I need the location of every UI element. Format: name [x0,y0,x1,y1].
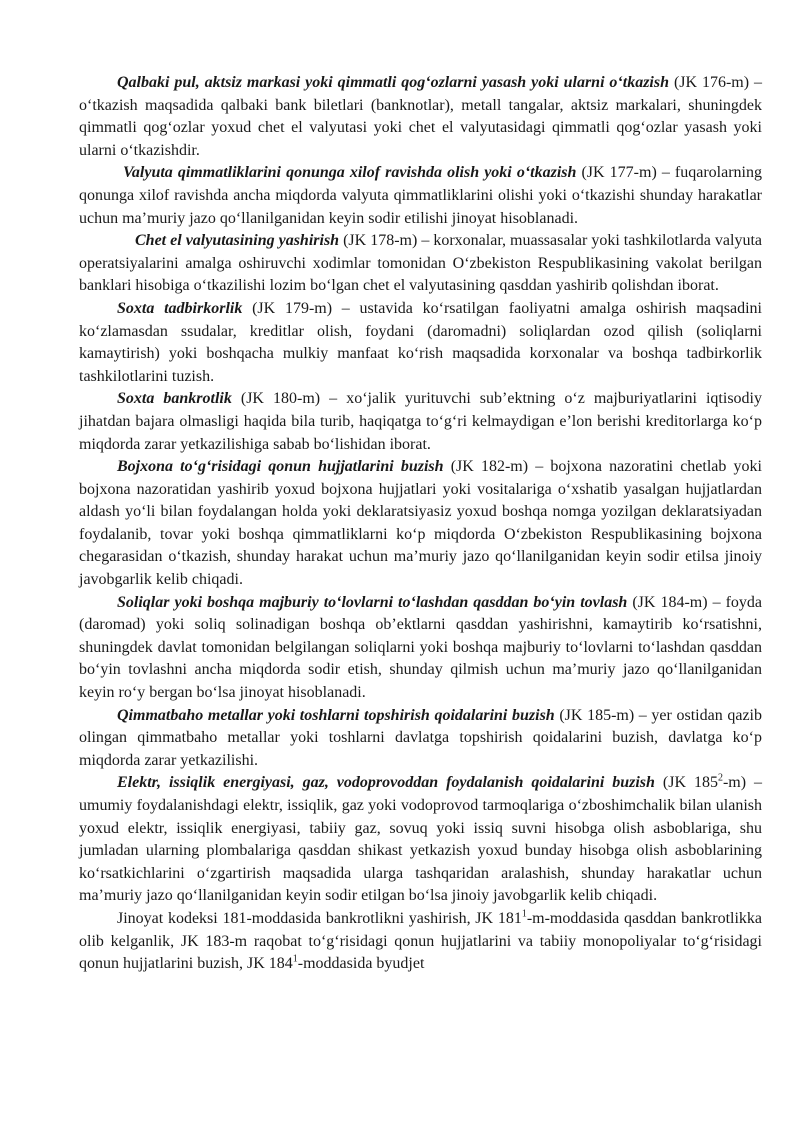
paragraph-text-part1: Jinoyat kodeksi 181-moddasida bankrotlikni yashirish, JK 181 [117,909,522,927]
paragraph-text-part3: -moddasida byudjet [297,955,425,973]
paragraph-text: (JK 182-m) – bojxona nazoratini chetlab yoki bojxona nazoratidan yashirib yoxud bojxona hujjatlari yoki vositalariga o‘xshatib yasalgan hujjatlardan aldash yo‘li bilan foydalangan holda yoki deklaratsiyasiz yoxud boshqa nomga yozilgan deklaratsiyadan foydalanib, tovar yoki boshqa qimmatliklarni ko‘p miqdorda O‘zbekiston Respublikasining bojxona chegarasidan o‘tkazish, shunday harakat uchun ma’muriy jazo qo‘llanilganidan keyin sodir etilsa jinoiy javobgarlik kelib chiqadi. [79,458,763,589]
paragraph-text-pre: (JK 185 [654,774,718,792]
term-heading: Soliqlar yoki boshqa majburiy to‘lovlarni to‘lashdan qasddan bo‘yin tovlash [117,593,628,611]
paragraph-text: (JK 179-m) – ustavida ko‘rsatilgan faoliyatni amalga oshirish maqsadini ko‘zlamasdan ssudalar, kreditlar olish, foydani (daromadni) soliqlardan ozod qilish (soliqlarni kamaytirish) yoki boshqacha mulkiy manfaat ko‘rish maqsadida korxonalar va boshqa tadbirkorlik tashkilotlarini tuzish. [79,299,763,385]
term-heading: Elektr, issiqlik energiyasi, gaz, vodoprovoddan foydalanish qoidalarini buzish [117,774,655,792]
paragraph-text: (JK 176-m) –o‘tkazish maqsadida qalbaki bank biletlari (banknotlar), metall tangalar, aktsiz markalari, shuningdek qimmatli qog‘ozlar yoxud chet el valyutasi yoki chet el valyutasidagi qimmatli qog‘ozlar yasash yoki ularni o‘tkazishdir. [79,74,763,159]
term-heading: Qalbaki pul, aktsiz markasi yoki qimmatli qog‘ozlarni yasash yoki ularni o‘tkazish [117,74,670,91]
paragraph-counterfeiting [79,72,762,162]
paragraph-text: (JK 185-m) – yer ostidan qazib olingan qimmatbaho metallar yoki toshlarni davlatga topshirish qoidalarini buzish, davlatga ko‘p miqdorda zarar yetkazilishi. [79,706,762,769]
term-heading: Bojxona to‘g‘risidagi qonun hujjatlarini buzish [117,458,444,476]
superscript: 2 [717,773,723,785]
term-heading: Soxta bankrotlik [117,390,232,408]
paragraph-utilities [79,772,762,908]
paragraph-criminal-code [79,908,762,976]
term-heading: Chet el valyutasining yashirish [135,232,340,250]
paragraph-text: (JK 178-m) – korxonalar, muassasalar yoki tashkilotlarda valyuta operatsiyalarini amalga oshiruvchi xodimlar tomonidan O‘zbekiston Respublikasining vakolat berilgan banklari hisobiga o‘tkazilishi lozim bo‘lgan chet el valyutasining qasddan yashirib qolishdan iborat. [79,232,762,295]
paragraph-text: (JK 177-m) – fuqarolarning qonunga xilof ravishda ancha miqdorda valyuta qimmatliklarini olishi yoki o‘tkazishi shunday harakatlar uchun ma’muriy jazo qo‘llanilganidan keyin sodir etilishi jinoyat hisoblanadi. [79,164,762,227]
paragraph-fake-entrepreneurship [79,298,762,388]
paragraph-text: (JK 180-m) – xo‘jalik yurituvchi sub’ektning o‘z majburiyatlarini iqtisodiy jihatdan bajara olmasligi haqida bila turib, haqiqatga to‘g‘ri kelmaydigan e’lon berishi kreditorlarga ko‘p miqdorda zarar yetkazilishiga sabab bo‘lishidan iborat. [79,390,762,453]
superscript: 1 [521,908,527,920]
term-heading: Valyuta qimmatliklarini qonunga xilof ravishda olish yoki o‘tkazish [123,164,577,182]
term-heading: Qimmatbaho metallar yoki toshlarni topshirish qoidalarini buzish [117,706,555,724]
paragraph-text-part2: -m-moddasida qasddan bankrotlikka olib kelganlik, JK 183-m raqobat to‘g‘risidagi qonun hujjatlarini va tabiiy monopoliyalar to‘g‘risidagi qonun hujjatlarini buzish, JK 184 [79,909,762,973]
paragraph-foreign-currency [79,230,762,298]
paragraph-precious-metals [79,705,762,773]
paragraph-fake-bankruptcy [79,388,762,456]
superscript: 1 [292,953,298,965]
term-heading: Soxta tadbirkorlik [117,299,243,317]
paragraph-tax-evasion [79,592,762,705]
paragraph-customs [79,456,762,592]
paragraph-currency-values [79,162,762,230]
paragraph-text: -m) –umumiy foydalanishdagi elektr, issiqlik, gaz yoki vodoprovod tarmoqlariga o‘zboshimchalik bilan ulanish yoxud elektr, issiqlik energiyasi, tabiiy gaz, sovuq yoki issiq suvni hisobga olish asboblariga, shu jumladan ularning plombalariga qasddan shikast yetkazish yoxud bunday hisobga olish asboblarining ko‘rsatkichlarini o‘zgartirish maqsadida ularga tashqaridan aralashish, shunday harakatlar uchun ma’muriy jazo qo‘llanilganidan keyin sodir etilgan bo‘lsa jinoiy javobgarlik kelib chiqadi. [79,774,763,905]
paragraph-text: (JK 184-m) – foyda (daromad) yoki soliq solinadigan boshqa ob’ektlarni qasddan yashirishni, kamaytirib ko‘rsatishni, shuningdek davlat tomonidan belgilangan soliqlarni yoki boshqa majburiy to‘lovlarni to‘lashdan qasddan bo‘yin tovlashni ancha miqdorda sodir etish, shunday qilmish uchun ma’muriy jazo qo‘llanilganidan keyin ro‘y bergan bo‘lsa jinoyat hisoblanadi. [79,593,763,702]
